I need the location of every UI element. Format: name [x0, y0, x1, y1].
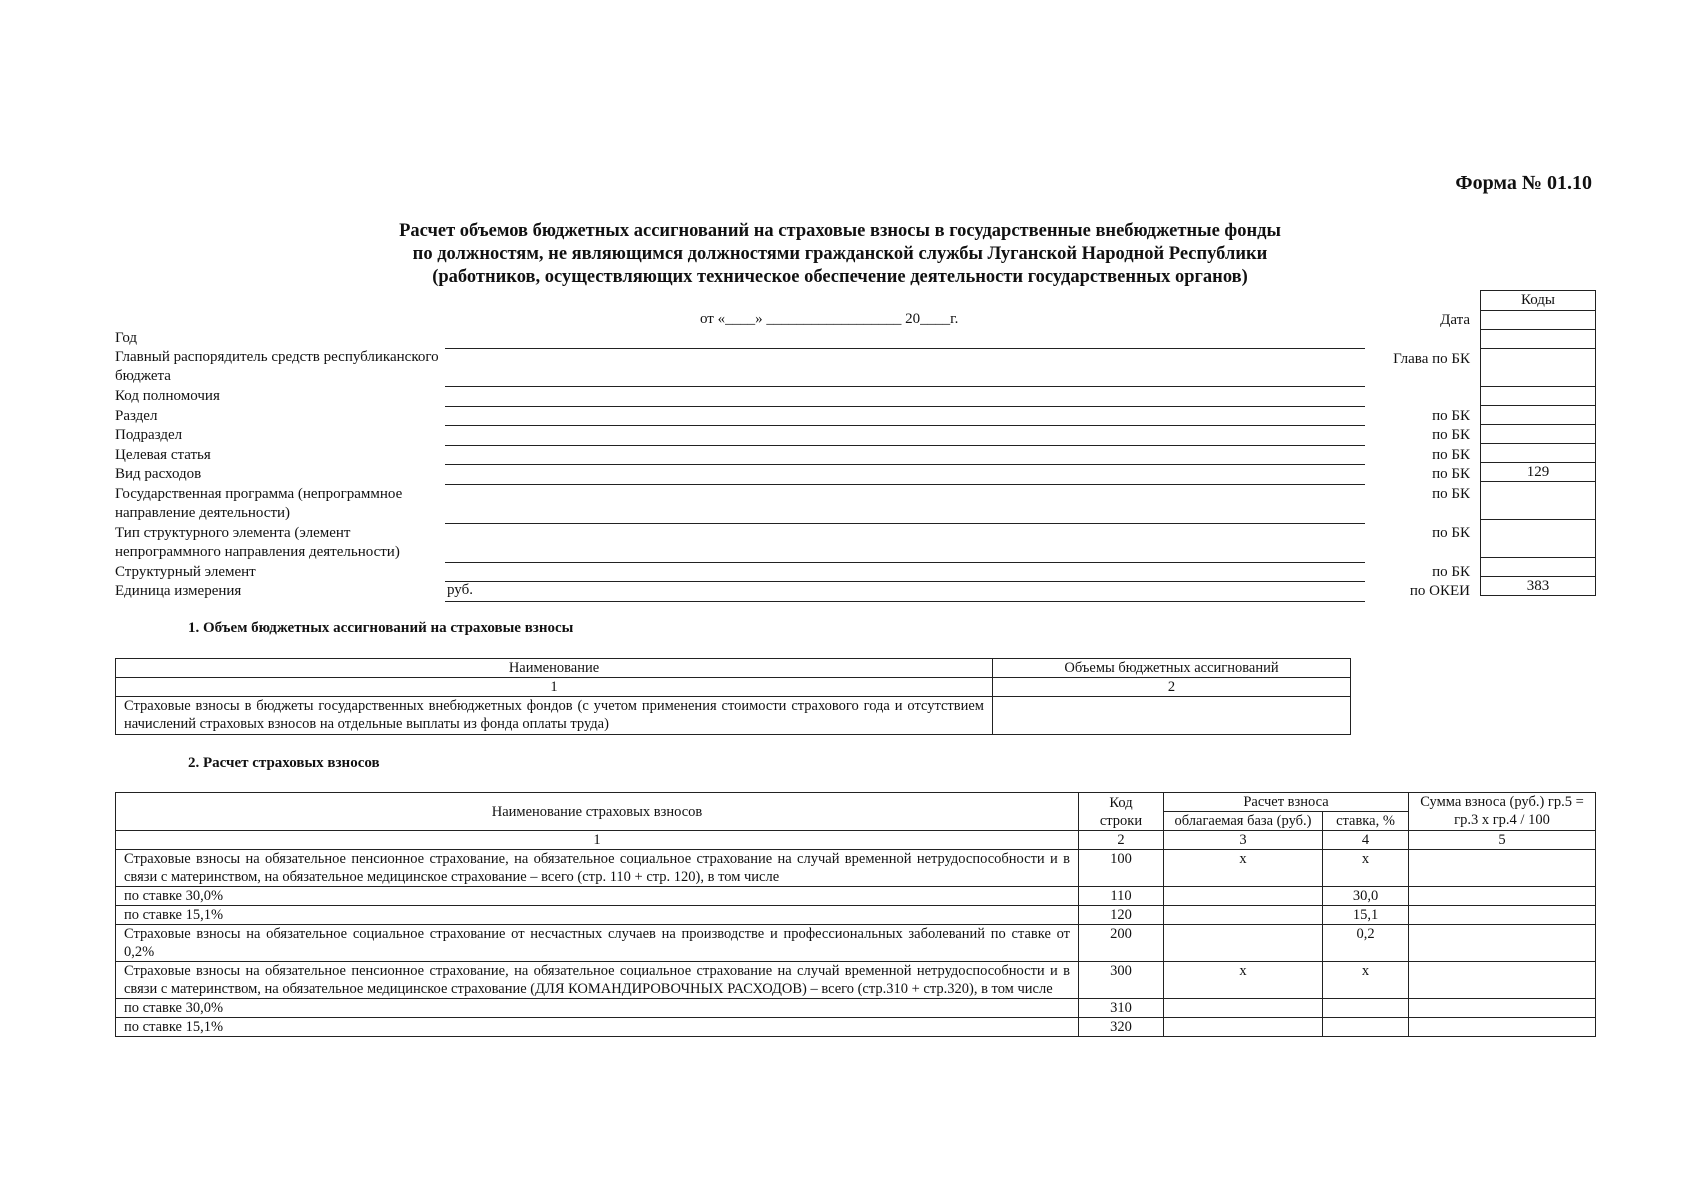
s2-header-rate: ставка, %: [1323, 812, 1409, 831]
s2-row-name: Страховые взносы на обязательное пенсионное страхование, на обязательное социальное страхование на случай временной нетрудоспособности и в связи с материнством, на обязательное медицинское страхование – всего (стр. 110 + стр. 120), в том числе: [116, 850, 1079, 887]
right-label-subsection-bk: по БК: [1432, 427, 1470, 443]
s2-row-sum[interactable]: [1409, 999, 1596, 1018]
label-expense-type: Вид расходов: [115, 466, 202, 482]
s2-row-rate[interactable]: х: [1323, 850, 1409, 887]
table-row: [116, 962, 1596, 999]
label-structural-element: Структурный элемент: [115, 564, 256, 580]
s2-row-base[interactable]: х: [1164, 962, 1323, 999]
label-unit: Единица измерения: [115, 583, 242, 599]
s2-row-code: 200: [1079, 925, 1164, 962]
code-expense[interactable]: 129: [1481, 463, 1596, 482]
s2-row-base[interactable]: х: [1164, 850, 1323, 887]
label-main-manager: Главный распорядитель средств республиканского бюджета: [115, 349, 439, 384]
s1-col-num-2: 2: [993, 678, 1351, 697]
code-chapter[interactable]: [1481, 349, 1596, 387]
s2-row-code: 320: [1079, 1018, 1164, 1037]
code-program[interactable]: [1481, 482, 1596, 520]
code-authority[interactable]: [1481, 387, 1596, 406]
code-structural-type[interactable]: [1481, 520, 1596, 558]
s2-row-base[interactable]: [1164, 887, 1323, 906]
section1-table: [115, 658, 1351, 735]
code-date[interactable]: [1481, 311, 1596, 330]
label-section: Раздел: [115, 408, 158, 424]
code-section[interactable]: [1481, 406, 1596, 425]
fill-line-unit[interactable]: [445, 601, 1365, 602]
s2-header-name: Наименование страховых взносов: [116, 793, 1079, 831]
code-subsection[interactable]: [1481, 425, 1596, 444]
table-row: [116, 925, 1596, 962]
codes-table: [1480, 290, 1596, 596]
section2-title: 2. Расчет страховых взносов: [188, 755, 380, 771]
s2-row-name: по ставке 15,1%: [116, 1018, 1079, 1037]
s2-row-base[interactable]: [1164, 906, 1323, 925]
s2-num-2: 2: [1079, 831, 1164, 850]
label-state-program: Государственная программа (непрограммное направление деятельности): [115, 486, 403, 521]
fill-line-subsection[interactable]: [445, 445, 1365, 446]
title-line-2: по должностям, не являющимся должностями гражданской службы Луганской Народной Республики: [412, 244, 1268, 264]
s2-row-name: Страховые взносы на обязательное социальное страхование от несчастных случаев на производстве и профессиональных заболеваний по ставке от 0,2%: [116, 925, 1079, 962]
label-subsection: Подраздел: [115, 427, 183, 443]
label-year: Год: [115, 330, 138, 346]
title-line-1: Расчет объемов бюджетных ассигнований на страховые взносы в государственные внебюджетные фонды: [399, 221, 1281, 241]
s2-row-sum[interactable]: [1409, 1018, 1596, 1037]
label-structural-type: Тип структурного элемента (элемент непрограммного направления деятельности): [115, 525, 400, 560]
label-target-article: Целевая статья: [115, 447, 211, 463]
s2-row-rate[interactable]: 15,1: [1323, 906, 1409, 925]
section1-title: 1. Объем бюджетных ассигнований на страховые взносы: [188, 620, 574, 636]
unit-value: руб.: [447, 582, 473, 598]
s2-header-base: облагаемая база (руб.): [1164, 812, 1323, 831]
s2-row-code: 120: [1079, 906, 1164, 925]
s2-row-code: 310: [1079, 999, 1164, 1018]
s1-col-amount-header: Объемы бюджетных ассигнований: [993, 659, 1351, 678]
fill-line-state-program[interactable]: [445, 523, 1365, 524]
code-okei[interactable]: 383: [1481, 577, 1596, 596]
table-row: [116, 906, 1596, 925]
s2-row-code: 100: [1079, 850, 1164, 887]
right-label-structural-type-bk: по БК: [1432, 525, 1470, 541]
table-row: [116, 1018, 1596, 1037]
right-label-date: Дата: [1440, 312, 1470, 328]
s1-row-name: Страховые взносы в бюджеты государственных внебюджетных фондов (с учетом применения стоимости страхового года и отсутствием начислений страховых взносов на отдельные выплаты из фонда оплаты труда): [116, 697, 993, 735]
s2-row-rate[interactable]: [1323, 999, 1409, 1018]
s2-row-sum[interactable]: [1409, 850, 1596, 887]
fill-line-expense-type[interactable]: [445, 484, 1365, 485]
s2-row-base[interactable]: [1164, 1018, 1323, 1037]
s2-header-sum: Сумма взноса (руб.) гр.5 = гр.3 x гр.4 / 100: [1409, 793, 1596, 831]
table-row: [116, 887, 1596, 906]
right-label-okei: по ОКЕИ: [1409, 583, 1470, 599]
s2-row-code: 300: [1079, 962, 1164, 999]
code-structural-element[interactable]: [1481, 558, 1596, 577]
s2-header-calc: Расчет взноса: [1164, 793, 1409, 812]
right-label-structural-element-bk: по БК: [1432, 564, 1470, 580]
s2-row-code: 110: [1079, 887, 1164, 906]
s2-row-name: по ставке 30,0%: [116, 887, 1079, 906]
code-year[interactable]: [1481, 330, 1596, 349]
s2-num-3: 3: [1164, 831, 1323, 850]
label-authority-code: Код полномочия: [115, 388, 220, 404]
fill-line-section[interactable]: [445, 425, 1365, 426]
s2-row-rate[interactable]: 0,2: [1323, 925, 1409, 962]
s1-col-num-1: 1: [116, 678, 993, 697]
s1-row-amount[interactable]: [993, 697, 1351, 735]
table-row: [116, 850, 1596, 887]
form-number: Форма № 01.10: [1455, 172, 1592, 194]
code-target[interactable]: [1481, 444, 1596, 463]
right-label-section-bk: по БК: [1432, 408, 1470, 424]
s2-row-name: Страховые взносы на обязательное пенсионное страхование, на обязательное социальное страхование на случай временной нетрудоспособности и в связи с материнством, на обязательное медицинское страхование (ДЛЯ КОМАНДИРОВОЧНЫХ РАСХОДОВ) – всего (стр.310 + стр.320), в том числе: [116, 962, 1079, 999]
fill-line-structural-type[interactable]: [445, 562, 1365, 563]
s2-row-base[interactable]: [1164, 999, 1323, 1018]
s2-num-1: 1: [116, 831, 1079, 850]
table-row: [116, 999, 1596, 1018]
s2-row-rate[interactable]: [1323, 1018, 1409, 1037]
s2-row-sum[interactable]: [1409, 906, 1596, 925]
codes-header: Коды: [1481, 291, 1596, 311]
document-title: [300, 220, 1380, 289]
fill-line-authority-code[interactable]: [445, 406, 1365, 407]
right-label-target-bk: по БК: [1432, 447, 1470, 463]
right-label-chapter: Глава по БК: [1393, 351, 1470, 367]
fill-line-main-manager[interactable]: [445, 386, 1365, 387]
s1-col-name-header: Наименование: [116, 659, 993, 678]
s2-row-sum[interactable]: [1409, 962, 1596, 999]
fill-line-structural-element[interactable]: [445, 581, 1365, 582]
s2-row-name: по ставке 15,1%: [116, 906, 1079, 925]
fill-line-year[interactable]: [445, 348, 1365, 349]
right-label-expense-bk: по БК: [1432, 466, 1470, 482]
s2-row-rate[interactable]: х: [1323, 962, 1409, 999]
section2-table: [115, 792, 1596, 1037]
s2-row-sum[interactable]: [1409, 925, 1596, 962]
s2-row-sum[interactable]: [1409, 887, 1596, 906]
right-label-program-bk: по БК: [1432, 486, 1470, 502]
s2-header-code: Код строки: [1079, 793, 1164, 831]
title-line-3: (работников, осуществляющих техническое обеспечение деятельности государственных органов): [432, 267, 1248, 287]
s2-num-5: 5: [1409, 831, 1596, 850]
s2-num-4: 4: [1323, 831, 1409, 850]
s2-row-rate[interactable]: 30,0: [1323, 887, 1409, 906]
s2-row-name: по ставке 30,0%: [116, 999, 1079, 1018]
s2-row-base[interactable]: [1164, 925, 1323, 962]
fill-line-target-article[interactable]: [445, 464, 1365, 465]
date-line: от «____» __________________ 20____г.: [700, 311, 959, 327]
